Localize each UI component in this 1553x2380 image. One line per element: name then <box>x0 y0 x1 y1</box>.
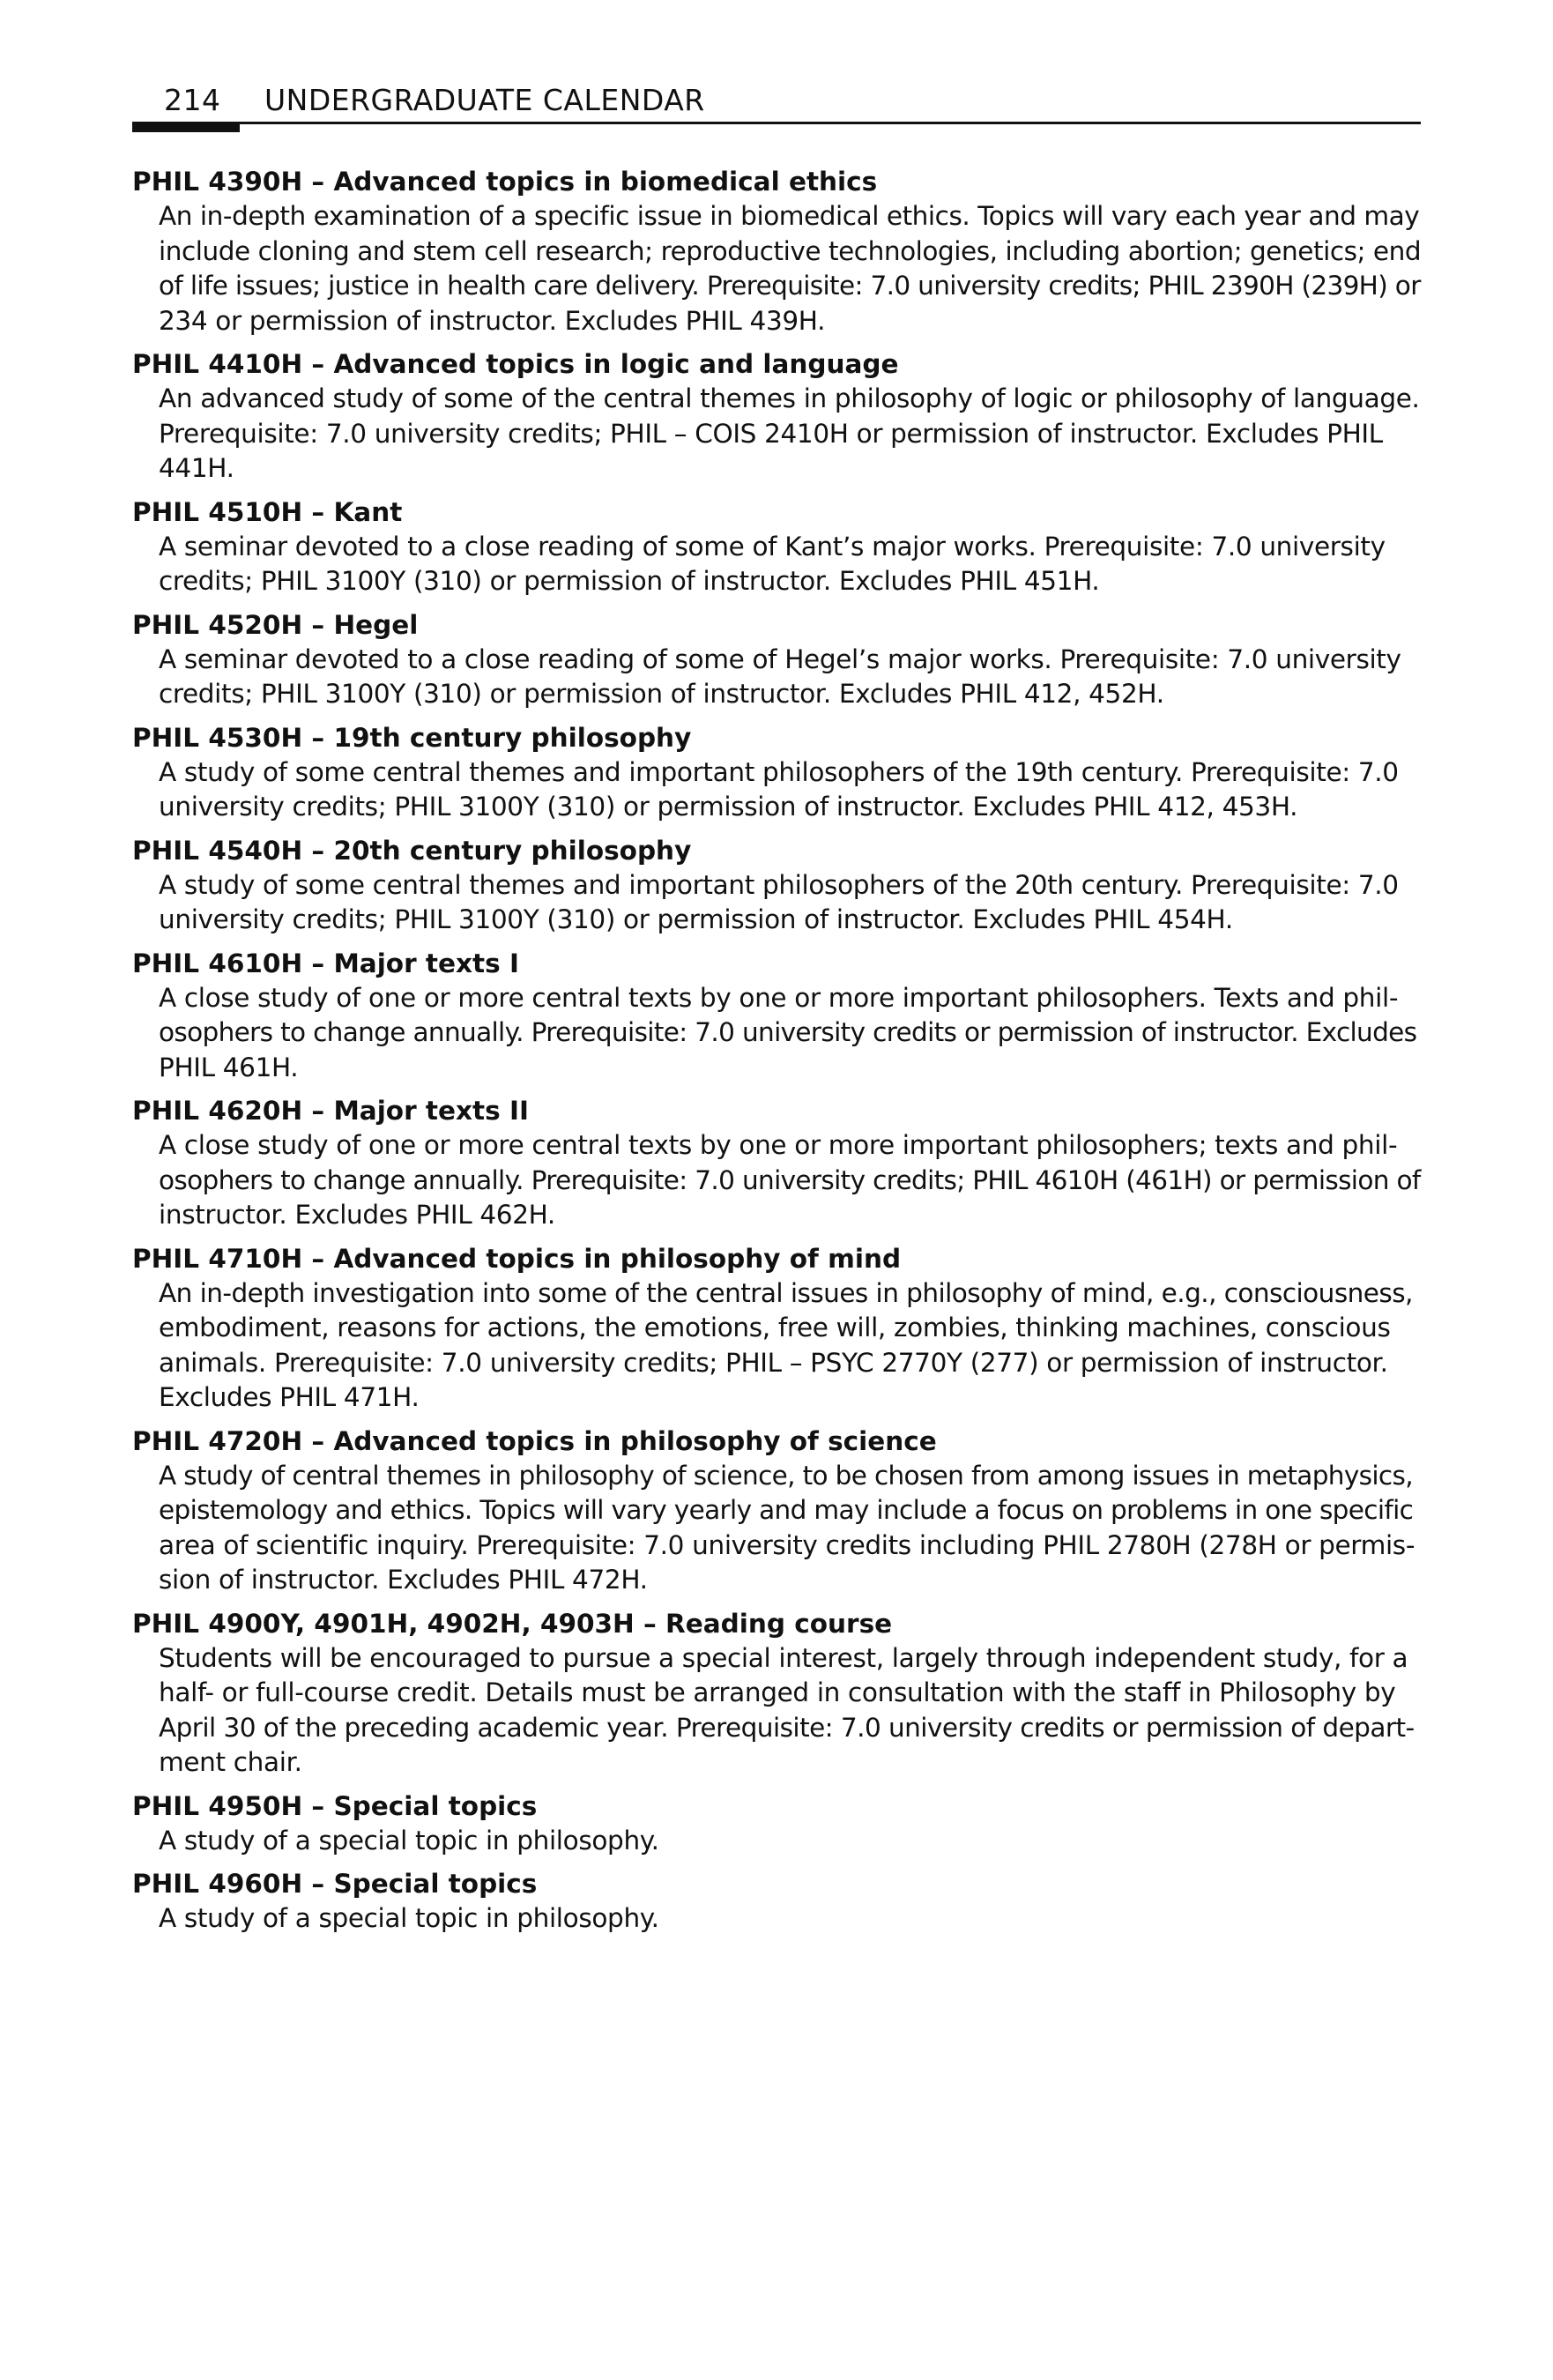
description-line: university credits; PHIL 3100Y (310) or permission of instructor. Excludes PHIL 454H. <box>159 904 1233 934</box>
course-description <box>132 981 1421 1086</box>
course-title: PHIL 4960H – Special topics <box>132 1869 538 1899</box>
description-line: university credits; PHIL 3100Y (310) or permission of instructor. Excludes PHIL 412, 453H. <box>159 792 1298 822</box>
course-description <box>132 1128 1421 1233</box>
description-line: A close study of one or more central texts by one or more important philosophers. Texts and phil- <box>159 982 1399 1013</box>
description-line: Excludes PHIL 471H. <box>159 1382 420 1412</box>
course-title: PHIL 4540H – 20th century philosophy <box>132 835 692 866</box>
description-line: A study of some central themes and important philosophers of the 19th century. Prerequisite: 7.0 <box>159 756 1399 787</box>
course-list <box>132 164 1421 1945</box>
course-title: PHIL 4510H – Kant <box>132 496 403 527</box>
course-description <box>132 1276 1421 1416</box>
description-line: An advanced study of some of the central themes in philosophy of logic or philosophy of language. <box>159 383 1420 413</box>
course-title: PHIL 4520H – Hegel <box>132 609 419 640</box>
description-line: osophers to change annually. Prerequisite: 7.0 university credits; PHIL 4610H (461H) or permission of <box>159 1164 1421 1195</box>
header-tab-marker <box>132 124 240 132</box>
course-description <box>132 1641 1421 1781</box>
course-entry <box>132 1606 1421 1781</box>
course-entry <box>132 607 1421 712</box>
description-line: instructor. Excludes PHIL 462H. <box>159 1200 555 1230</box>
course-entry <box>132 1424 1421 1598</box>
course-entry <box>132 164 1421 338</box>
course-entry <box>132 1789 1421 1859</box>
page-number: 214 <box>164 83 221 117</box>
page-header <box>132 79 1421 123</box>
course-description <box>132 1459 1421 1598</box>
description-line: Prerequisite: 7.0 university credits; PHIL – COIS 2410H or permission of instructor. Excludes PHIL <box>159 418 1383 449</box>
course-title: PHIL 4530H – 19th century philosophy <box>132 722 692 753</box>
description-line: animals. Prerequisite: 7.0 university credits; PHIL – PSYC 2770Y (277) or permission of instructor. <box>159 1347 1388 1378</box>
description-line: A close study of one or more central texts by one or more important philosophers; texts and phil- <box>159 1130 1398 1160</box>
course-title: PHIL 4620H – Major texts II <box>132 1096 529 1126</box>
course-entry <box>132 946 1421 1086</box>
description-line: area of scientific inquiry. Prerequisite: 7.0 university credits including PHIL 2780H (278H or permis- <box>159 1529 1416 1560</box>
course-description <box>132 382 1421 487</box>
description-line: credits; PHIL 3100Y (310) or permission of instructor. Excludes PHIL 412, 452H. <box>159 679 1164 709</box>
description-line: A study of central themes in philosophy of science, to be chosen from among issues in metaphysics, <box>159 1460 1413 1491</box>
course-description <box>132 1901 1421 1937</box>
course-title: PHIL 4390H – Advanced topics in biomedical ethics <box>132 167 878 197</box>
description-line: osophers to change annually. Prerequisite: 7.0 university credits or permission of instructor. Excludes <box>159 1017 1417 1047</box>
header-rule <box>132 122 1421 124</box>
course-entry <box>132 720 1421 825</box>
description-line: 441H. <box>159 453 234 483</box>
description-line: A seminar devoted to a close reading of some of Hegel’s major works. Prerequisite: 7.0 university <box>159 643 1401 674</box>
course-title: PHIL 4950H – Special topics <box>132 1790 538 1821</box>
course-title: PHIL 4410H – Advanced topics in logic and language <box>132 349 899 379</box>
description-line: PHIL 461H. <box>159 1052 299 1082</box>
calendar-page <box>132 79 1422 1933</box>
running-title: UNDERGRADUATE CALENDAR <box>264 83 705 117</box>
course-description <box>132 199 1421 338</box>
description-line: include cloning and stem cell research; reproductive technologies, including abortion; genetics; end <box>159 235 1422 266</box>
description-line: sion of instructor. Excludes PHIL 472H. <box>159 1565 648 1595</box>
description-line: half- or full-course credit. Details must be arranged in consultation with the staff in Philosophy by <box>159 1677 1396 1707</box>
course-title: PHIL 4900Y, 4901H, 4902H, 4903H – Reading course <box>132 1608 893 1639</box>
description-line: An in-depth examination of a specific issue in biomedical ethics. Topics will vary each year and may <box>159 201 1420 231</box>
description-line: April 30 of the preceding academic year. Prerequisite: 7.0 university credits or permission of depart- <box>159 1712 1415 1743</box>
course-description <box>132 1824 1421 1859</box>
description-line: of life issues; justice in health care delivery. Prerequisite: 7.0 university credits; PHIL 2390H (239H) or <box>159 271 1421 301</box>
course-entry <box>132 346 1421 487</box>
course-title: PHIL 4720H – Advanced topics in philosophy of science <box>132 1425 937 1456</box>
description-line: A study of a special topic in philosophy. <box>159 1825 659 1856</box>
description-line: An in-depth investigation into some of the central issues in philosophy of mind, e.g., consciousness, <box>159 1277 1413 1308</box>
course-entry <box>132 1093 1421 1233</box>
course-description <box>132 530 1421 599</box>
course-entry <box>132 495 1421 599</box>
description-line: credits; PHIL 3100Y (310) or permission of instructor. Excludes PHIL 451H. <box>159 566 1100 596</box>
course-entry <box>132 1866 1421 1937</box>
course-description <box>132 868 1421 938</box>
course-entry <box>132 833 1421 938</box>
description-line: epistemology and ethics. Topics will vary yearly and may include a focus on problems in one specific <box>159 1495 1414 1525</box>
description-line: ment chair. <box>159 1747 302 1777</box>
description-line: A study of some central themes and important philosophers of the 20th century. Prerequisite: 7.0 <box>159 869 1399 900</box>
course-description <box>132 643 1421 712</box>
description-line: 234 or permission of instructor. Excludes PHIL 439H. <box>159 305 826 336</box>
course-description <box>132 755 1421 825</box>
course-entry <box>132 1241 1421 1416</box>
course-title: PHIL 4710H – Advanced topics in philosophy of mind <box>132 1243 902 1274</box>
description-line: Students will be encouraged to pursue a special interest, largely through independent study, for a <box>159 1642 1408 1673</box>
description-line: embodiment, reasons for actions, the emotions, free will, zombies, thinking machines, conscious <box>159 1313 1391 1342</box>
course-title: PHIL 4610H – Major texts I <box>132 948 519 978</box>
description-line: A seminar devoted to a close reading of some of Kant’s major works. Prerequisite: 7.0 university <box>159 531 1386 562</box>
description-line: A study of a special topic in philosophy. <box>159 1903 659 1933</box>
